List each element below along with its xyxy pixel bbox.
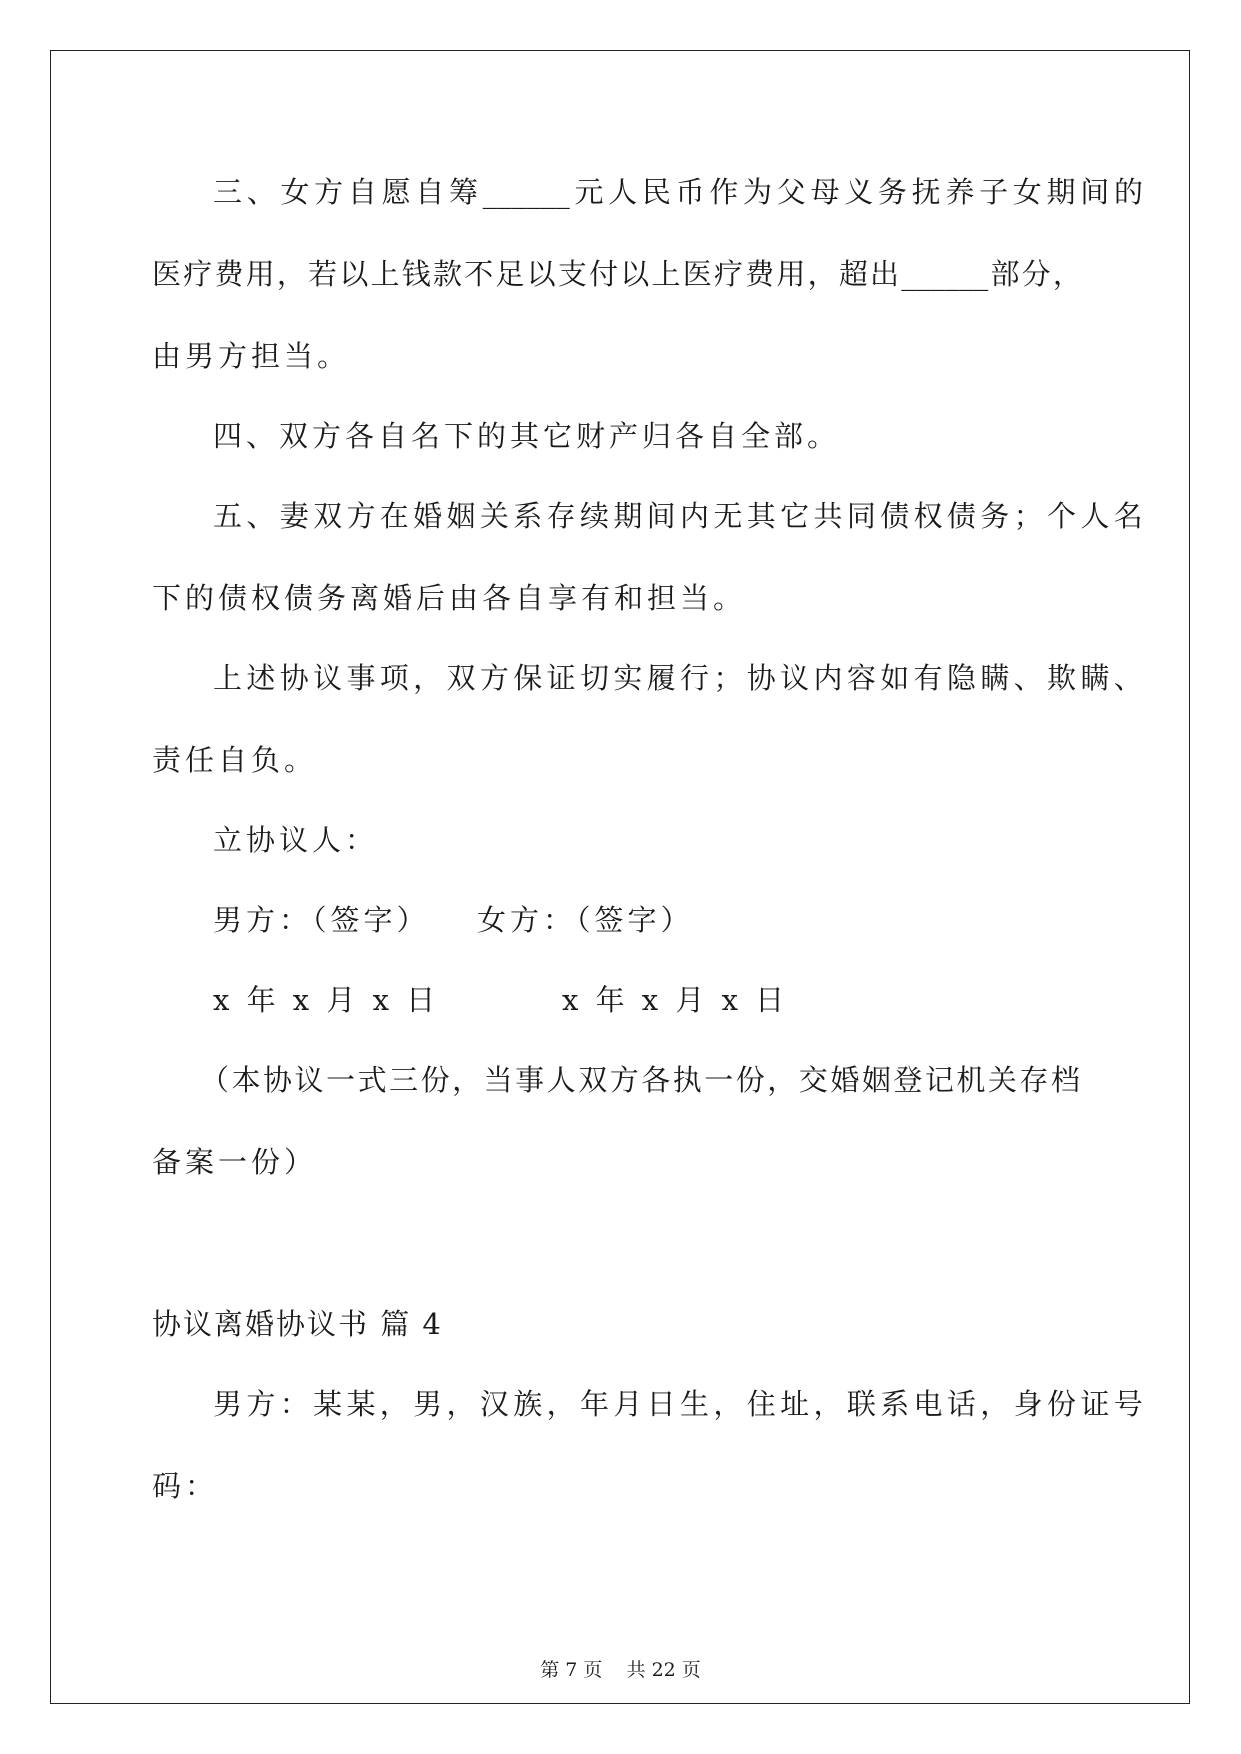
text-glyph: 月 [613,1387,643,1421]
text-glyph: 医 [152,257,182,291]
text-glyph: 、 [246,175,276,209]
text-glyph: 份 [735,1063,765,1097]
text-glyph: 上 [213,661,243,695]
text-glyph: 住 [746,1387,776,1421]
text-glyph: ， [713,1387,743,1421]
text-glyph: 如 [880,661,910,695]
text-glyph: 瞒 [980,661,1010,695]
paragraph-line: 责任自负。 [152,743,318,777]
paragraph-line [200,1062,1080,1098]
text-glyph: 人 [1080,499,1110,533]
text-glyph: 以 [526,257,556,291]
text-glyph: 付 [589,257,619,291]
paragraph-line [213,174,1143,210]
text-glyph: 记 [924,1063,954,1097]
text-glyph: 方 [314,175,344,209]
text-glyph: 欺 [1046,661,1076,695]
text-glyph: 疗 [713,257,743,291]
paragraph-line: 由男方担当。 [152,339,351,373]
text-glyph: 债 [946,499,976,533]
text-glyph: ， [276,257,306,291]
text-glyph: 电 [913,1387,943,1421]
text-glyph: 议 [294,1063,324,1097]
text-glyph: 上 [651,257,681,291]
text-glyph: 部 [990,257,1020,291]
text-glyph: 存 [1019,1063,1049,1097]
text-glyph: 义 [844,175,874,209]
paragraph-line: 备案一份） [152,1145,318,1179]
text-glyph: ， [546,1387,576,1421]
text-glyph: ， [1052,257,1082,291]
paragraph-line: 四、双方各自名下的其它财产归各自全部。 [213,419,841,453]
text-glyph: 系 [880,1387,910,1421]
text-glyph: 支 [557,257,587,291]
text-glyph: 本 [231,1063,261,1097]
text-glyph: 生 [680,1387,710,1421]
text-glyph: 方 [609,1063,639,1097]
text-glyph: ， [980,1387,1010,1421]
text-glyph: 证 [1080,1387,1110,1421]
text-glyph: 事 [346,661,376,695]
text-glyph: 双 [446,661,476,695]
text-glyph: 方 [479,661,509,695]
text-glyph: 用 [245,257,275,291]
text-glyph: 登 [893,1063,923,1097]
text-glyph: 人 [546,1063,576,1097]
text-glyph: ； [713,661,743,695]
paragraph-line [213,660,1143,696]
text-glyph: 当 [483,1063,513,1097]
text-glyph: （ [200,1063,230,1097]
text-glyph: 事 [515,1063,545,1097]
text-glyph: 关 [479,499,509,533]
text-glyph: 保 [513,661,543,695]
text-glyph: 、 [1013,661,1043,695]
text-glyph: 切 [579,661,609,695]
text-glyph: 、 [1113,661,1143,695]
text-glyph: 方 [246,1387,276,1421]
text-glyph: 某 [346,1387,376,1421]
text-glyph: 母 [810,175,840,209]
text-glyph: 议 [780,661,810,695]
text-glyph: 父 [776,175,806,209]
text-glyph: 议 [313,661,343,695]
text-glyph: 婚 [830,1063,860,1097]
page-border [50,50,1190,1704]
text-glyph: 话 [946,1387,976,1421]
text-glyph: 同 [846,499,876,533]
text-glyph: ， [413,661,443,695]
text-glyph: 元 [574,175,604,209]
text-glyph: 实 [613,661,643,695]
text-glyph: 行 [680,661,710,695]
text-glyph: 其 [746,499,776,533]
text-glyph: 方 [346,499,376,533]
text-glyph: ， [813,1387,843,1421]
text-glyph: 养 [945,175,975,209]
text-glyph: 协 [746,661,776,695]
text-glyph: 足 [495,257,525,291]
male-signature: 男方：（签字） [213,903,430,937]
text-glyph: 五 [213,499,243,533]
text-glyph: 愿 [381,175,411,209]
text-glyph: 钱 [401,257,431,291]
text-glyph: 三 [389,1063,419,1097]
paragraph-line [213,498,1143,534]
text-glyph: 男 [213,1387,243,1421]
text-glyph: 三 [213,175,243,209]
text-glyph: 内 [813,661,843,695]
text-glyph: ： [279,1387,309,1421]
text-glyph: 协 [263,1063,293,1097]
text-glyph: 一 [326,1063,356,1097]
text-glyph: 证 [546,661,576,695]
text-glyph: 在 [379,499,409,533]
text-glyph: 续 [579,499,609,533]
text-glyph: 关 [987,1063,1017,1097]
text-glyph: 姻 [446,499,476,533]
text-glyph: 双 [313,499,343,533]
text-glyph: 机 [956,1063,986,1097]
text-glyph: 、 [246,499,276,533]
text-glyph: ， [446,1387,476,1421]
text-glyph: 妻 [279,499,309,533]
female-signature: 女方：（签字） [477,903,694,937]
text-glyph: 以 [339,257,369,291]
text-glyph: 若 [308,257,338,291]
text-glyph: 执 [672,1063,702,1097]
text-glyph: 协 [279,661,309,695]
text-glyph: 隐 [946,661,976,695]
text-glyph: 容 [846,661,876,695]
paragraph-line [152,256,1082,292]
text-glyph: 抚 [911,175,941,209]
text-glyph: 费 [214,257,244,291]
text-glyph: ______ [482,175,570,209]
text-glyph: 有 [913,661,943,695]
text-glyph: 存 [546,499,576,533]
male-date: x 年 x 月 x 日 [213,983,440,1017]
text-glyph: 一 [704,1063,734,1097]
text-glyph: 筹 [449,175,479,209]
text-glyph: 交 [798,1063,828,1097]
text-glyph: 日 [646,1387,676,1421]
text-glyph: 期 [1046,175,1076,209]
text-glyph: 分 [1021,257,1051,291]
text-glyph: 姻 [861,1063,891,1097]
text-glyph: 项 [379,661,409,695]
text-glyph: 女 [280,175,310,209]
text-glyph: 务 [877,175,907,209]
text-glyph: 间 [646,499,676,533]
text-glyph: 费 [745,257,775,291]
text-glyph: 各 [641,1063,671,1097]
text-glyph: 币 [675,175,705,209]
text-glyph: ， [767,1063,797,1097]
section-heading: 协议离婚协议书 篇 4 [152,1307,443,1341]
text-glyph: 出 [870,257,900,291]
text-glyph: 自 [415,175,445,209]
text-glyph: 某 [313,1387,343,1421]
text-glyph: 民 [641,175,671,209]
text-glyph: 作 [709,175,739,209]
text-glyph: ， [379,1387,409,1421]
text-glyph: 个 [1046,499,1076,533]
signatory-label: 立协议人： [213,823,379,857]
text-glyph: ； [1013,499,1043,533]
text-glyph: 它 [780,499,810,533]
text-glyph: 款 [432,257,462,291]
text-glyph: 内 [680,499,710,533]
text-glyph: 以 [620,257,650,291]
text-glyph: 份 [1046,1387,1076,1421]
text-glyph: 婚 [413,499,443,533]
text-glyph: 档 [1050,1063,1080,1097]
text-glyph: 超 [838,257,868,291]
text-glyph: 族 [513,1387,543,1421]
text-glyph: ______ [901,257,989,291]
text-glyph: 联 [846,1387,876,1421]
text-glyph: 医 [682,257,712,291]
text-glyph: 述 [246,661,276,695]
text-glyph: 瞒 [1080,661,1110,695]
text-glyph: 人 [608,175,638,209]
text-glyph: 身 [1013,1387,1043,1421]
female-date: x 年 x 月 x 日 [562,983,789,1017]
text-glyph: 份 [420,1063,450,1097]
text-glyph: 子 [979,175,1009,209]
text-glyph: 年 [579,1387,609,1421]
text-glyph: 间 [1080,175,1110,209]
text-glyph: 号 [1113,1387,1143,1421]
text-glyph: 址 [780,1387,810,1421]
text-glyph: 上 [370,257,400,291]
text-glyph: 用 [776,257,806,291]
text-glyph: ， [452,1063,482,1097]
text-glyph: 权 [913,499,943,533]
paragraph-line [213,1386,1143,1422]
text-glyph: 双 [578,1063,608,1097]
text-glyph: 为 [743,175,773,209]
text-glyph: 共 [813,499,843,533]
text-glyph: 女 [1012,175,1042,209]
text-glyph: 自 [347,175,377,209]
text-glyph: 名 [1113,499,1143,533]
text-glyph: 男 [413,1387,443,1421]
text-glyph: 无 [713,499,743,533]
text-glyph: 履 [646,661,676,695]
text-glyph: 期 [613,499,643,533]
text-glyph: ， [807,257,837,291]
text-glyph: 务 [980,499,1010,533]
text-glyph: 的 [1113,175,1143,209]
paragraph-line: 码： [152,1469,219,1503]
text-glyph: 系 [513,499,543,533]
text-glyph: 汉 [479,1387,509,1421]
text-glyph: 债 [880,499,910,533]
text-glyph: 式 [357,1063,387,1097]
page-number: 第 7 页 共 22 页 [540,1659,701,1681]
text-glyph: 不 [464,257,494,291]
paragraph-line: 下的债权债务离婚后由各自享有和担当。 [152,581,747,615]
text-glyph: 疗 [183,257,213,291]
